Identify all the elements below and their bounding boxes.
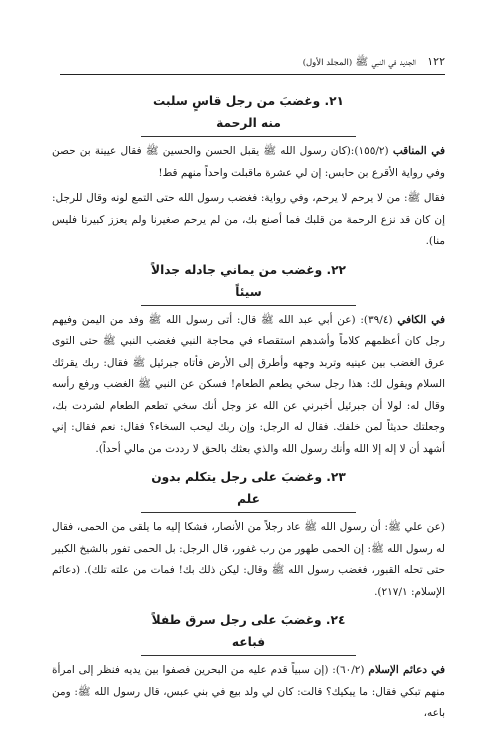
paragraph xyxy=(52,141,445,184)
section xyxy=(52,609,445,725)
page-number: ١٢٢ xyxy=(427,55,445,68)
paragraph-text: (عن علي ﷺ: أن رسول الله ﷺ عاد رجلاً من الأنصار، فشكا إليه ما يلقى من الحمى، فقال له رسول الله ﷺ: إن الحمى طهور من رب غفور، قال الرجل: بل الحمى تفور بالشيخ الكبير حتى تحله القبور، فغضب رسول الله ﷺ وقال: ليكن ذلك بك! فمات من علته تلك). (دعائم الإسلام: ٢١٧/١). xyxy=(52,521,445,598)
paragraph-text: (٦٠/٢): (إن سبياً قدم عليه من البحرين فصفوا بين يديه فنظر إلى امرأة منهم تبكي فقال: ما يبكيك؟ قالت: كان لي ولد بيع في بني عبس، قال رسول الله ﷺ: ومن باعه، xyxy=(52,664,445,719)
paragraph xyxy=(52,188,445,253)
section xyxy=(52,259,445,461)
source-reference: في الكافي xyxy=(397,313,446,326)
running-header xyxy=(60,52,445,75)
source-reference: في دعائم الإسلام xyxy=(368,664,445,676)
section-title: ٢٣. وغضبَ على رجل يتكلم بدون علم xyxy=(141,466,356,513)
source-reference: في المناقب xyxy=(392,145,446,157)
paragraph-text: (٣٩/٤): (عن أبي عبد الله ﷺ قال: أتى رسول الله ﷺ وفد من اليمن وفيهم رجل كان أعظمهم كلاماً وأشدهم استقصاء في محاجة النبي فغضب النبي ﷺ حتى التوى عرق الغضب بين عينيه وتربد وجهه وأطرق إلى الأرض فأتاه جبرئيل ﷺ فقال: ربك يقرئك السلام ويقول لك: هذا رجل سخي يطعم الطعام! فسكن عن النبي ﷺ الغضب ورفع رأسه وقال له: لولا أن جبرئيل أخبرني عن الله عز وجل أنك سخي تطعم الطعام لشردت بك، وجعلتك حديثاً لمن خلفك. فقال له الرجل: وإن ربك ليحب السخاء؟ فقال: نعم فقال: إني أشهد أن لا إله إلا الله وأنك رسول الله والذي بعثك بالحق لا رددت من مالي أحداً). xyxy=(52,313,445,455)
section-title: ٢٢. وغضب من يماني جادله جدالاً سيئاً xyxy=(141,259,356,306)
section-title: ٢١. وغضبَ من رجل قاسٍ سلبت منه الرحمة xyxy=(141,90,356,137)
section xyxy=(52,466,445,603)
paragraph xyxy=(52,660,445,725)
section-title: ٢٤. وغضبَ على رجل سرق طفلاً فباعه xyxy=(141,609,356,656)
paragraph xyxy=(52,517,445,603)
paragraph xyxy=(52,310,445,461)
page-body xyxy=(52,90,445,731)
paragraph-text: فقال ﷺ: من لا يرحم لا يرحم، وفي رواية: فغضب رسول الله حتى التمع لونه وقال للرجل: إن كان قد نزع الرحمة من قلبك فما أصنع بك، من لم يرحم صغيرنا ولم يعزز كبيرنا فليس منا). xyxy=(52,192,445,247)
volume-label: (المجلد الأول) xyxy=(302,58,353,68)
paragraph-text: (١٥٥/٢):(كان رسول الله ﷺ يقبل الحسن والحسين ﷺ فقال عيينة بن حصن وفي رواية الأقرع بن حابس: إن لي عشرة ماقبلت واحداً منهم قط! xyxy=(52,145,445,179)
book-title: الجديد في النبي ﷺ xyxy=(355,56,416,68)
section xyxy=(52,90,445,253)
